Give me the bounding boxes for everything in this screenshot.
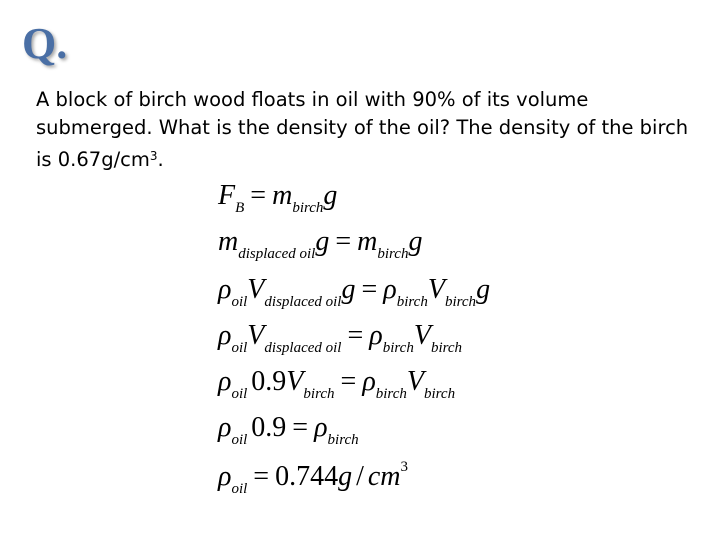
eq-symbol: m — [357, 226, 378, 257]
eq-symbol: V — [247, 274, 265, 305]
eq-subscript: birch — [382, 340, 414, 356]
eq-symbol: ρ — [383, 274, 397, 305]
eq-symbol: ρ — [314, 412, 328, 443]
eq-subscript: birch — [375, 386, 407, 402]
question-text — [36, 86, 696, 174]
eq-symbol: m — [218, 226, 239, 257]
eq-symbol: g — [341, 274, 356, 305]
eq-subscript: oil — [231, 340, 248, 356]
eq-symbol: V — [247, 320, 265, 351]
eq-subscript: oil — [231, 386, 248, 402]
answer-value: 0.744 — [275, 461, 339, 492]
eq-symbol: V — [286, 366, 304, 397]
eq-subscript: displaced oil — [238, 246, 316, 262]
eq-operator: = — [335, 226, 352, 257]
eq-subscript: birch — [430, 340, 463, 356]
eq-symbol: V — [406, 366, 424, 397]
eq-symbol: V — [427, 274, 445, 305]
question-text-superscript: 3 — [149, 149, 158, 163]
eq-symbol: g — [476, 274, 491, 305]
eq-symbol: F — [218, 180, 236, 211]
eq-subscript: B — [235, 200, 245, 216]
equation-answer — [218, 460, 408, 497]
eq-subscript: oil — [231, 432, 248, 448]
eq-symbol: ρ — [218, 461, 232, 492]
equation-density-volume-gravity — [218, 276, 490, 310]
eq-subscript: displaced oil — [264, 294, 342, 310]
eq-subscript: birch — [444, 294, 477, 310]
equation-density-volume — [218, 322, 462, 356]
eq-number: 0.9 — [251, 412, 287, 443]
eq-symbol: ρ — [218, 366, 232, 397]
eq-symbol: ρ — [218, 320, 232, 351]
eq-operator: = — [340, 366, 357, 397]
eq-operator: = — [347, 320, 364, 351]
eq-symbol: m — [272, 180, 293, 211]
question-label: Q. — [22, 19, 68, 68]
eq-symbol: ρ — [218, 274, 232, 305]
eq-number: 0.9 — [251, 366, 287, 397]
eq-symbol: g — [315, 226, 330, 257]
eq-symbol: g — [323, 180, 338, 211]
eq-symbol: ρ — [218, 412, 232, 443]
eq-subscript: oil — [231, 481, 248, 497]
equation-ninety-percent — [218, 368, 455, 402]
eq-subscript: birch — [377, 246, 409, 262]
eq-subscript: birch — [327, 432, 359, 448]
answer-exponent: 3 — [400, 459, 409, 475]
eq-subscript: birch — [292, 200, 324, 216]
eq-operator: / — [356, 461, 364, 492]
eq-operator: = — [253, 461, 270, 492]
eq-subscript: birch — [303, 386, 335, 402]
eq-operator: = — [361, 274, 378, 305]
eq-symbol: ρ — [369, 320, 383, 351]
question-text-end: . — [157, 148, 164, 171]
eq-operator: = — [292, 412, 309, 443]
eq-subscript: oil — [231, 294, 248, 310]
answer-unit: g — [338, 461, 353, 492]
question-text-main: A block of birch wood floats in oil with 90% of its volume submerged. What is the density of the oil? The density of the birch is 0.67g/cm — [36, 88, 689, 171]
equation-buoyant-force — [218, 182, 337, 216]
eq-operator: = — [250, 180, 267, 211]
eq-symbol: ρ — [362, 366, 376, 397]
eq-symbol: V — [413, 320, 431, 351]
equation-mass-balance — [218, 228, 422, 262]
eq-subscript: displaced oil — [264, 340, 342, 356]
answer-unit: cm — [367, 461, 401, 492]
eq-subscript: birch — [423, 386, 456, 402]
equation-simplified — [218, 414, 359, 448]
eq-symbol: g — [408, 226, 423, 257]
eq-subscript: birch — [396, 294, 428, 310]
